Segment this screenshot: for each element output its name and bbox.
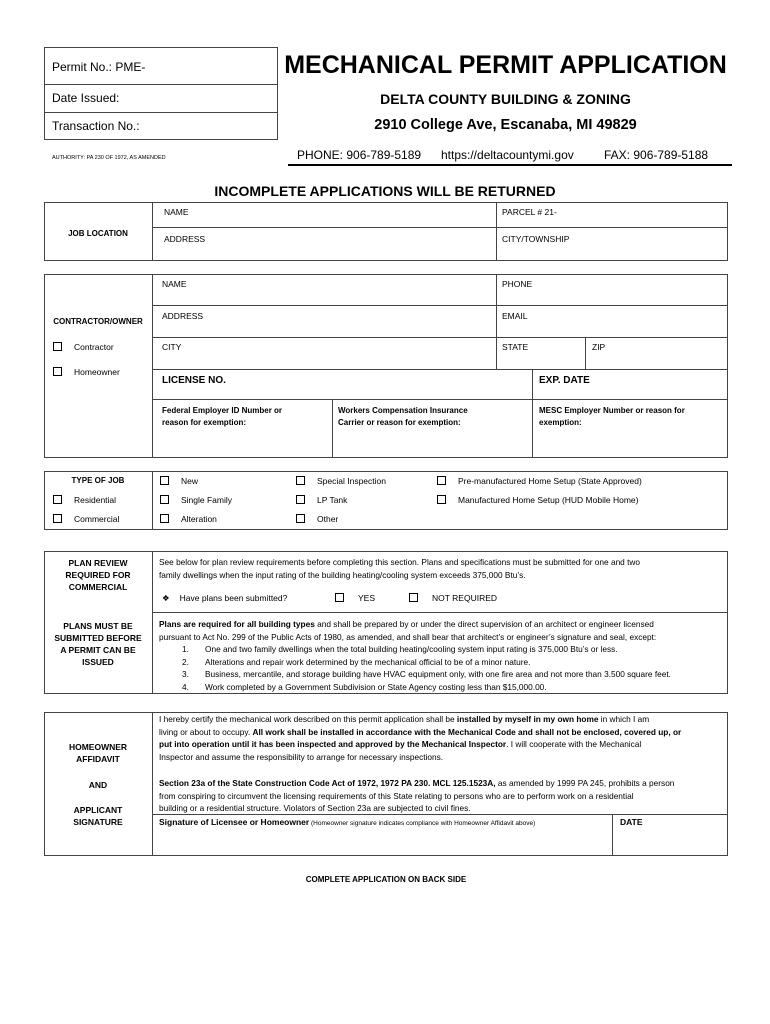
text-bold: Section 23a of the State Construction Code Act of 1972, 1972 PA 230. MCL 125.1523A, (159, 778, 496, 788)
contractor-city-field[interactable]: CITY (162, 342, 182, 352)
text-bold: installed by myself in my own home (456, 714, 599, 724)
divider (496, 274, 497, 369)
and-heading: AND (88, 780, 108, 790)
heading-line: ISSUED (82, 657, 114, 667)
divider (44, 84, 278, 85)
divider (152, 274, 153, 458)
plan-review-heading (44, 557, 152, 593)
checkbox-icon[interactable] (53, 514, 62, 523)
checkbox-icon[interactable] (296, 495, 305, 504)
workers-comp-line2: Carrier or reason for exemption: (338, 418, 461, 427)
website-link[interactable]: https://deltacountymi.gov (441, 148, 574, 162)
permit-no-field[interactable]: Permit No.: PME- (52, 60, 146, 74)
checkbox-icon[interactable] (335, 593, 344, 602)
contractor-option-label: Contractor (74, 342, 114, 352)
signature-field[interactable] (159, 817, 535, 827)
divider (44, 112, 278, 113)
heading-line: HOMEOWNER (68, 742, 128, 752)
list-item (182, 681, 727, 694)
requirement-text: and shall be prepared by or under the direct supervision of an architect or engineer licensed (314, 619, 654, 629)
item-text: Work completed by a Government Subdivision or State Agency costing less than $15,000.00. (205, 681, 547, 692)
fein-label-line2: reason for exemption: (162, 418, 247, 427)
not-required-label: NOT REQUIRED (432, 593, 498, 603)
diamond-bullet-icon: ❖ (162, 593, 170, 603)
divider (532, 369, 533, 458)
item-text: Alterations and repair work determined by the mechanical official to be of a minor nature. (205, 656, 531, 667)
item-number: 3. (182, 669, 189, 679)
section-23a-text (159, 777, 727, 815)
manufactured-label: Manufactured Home Setup (HUD Mobile Home) (458, 495, 639, 505)
homeowner-option-label: Homeowner (74, 367, 120, 377)
text: I hereby certify the mechanical work described on this permit application shall be (159, 714, 457, 724)
job-name-field[interactable]: NAME (164, 207, 189, 217)
department-address: 2910 College Ave, Escanaba, MI 49829 (374, 117, 637, 133)
mesc-line1: MESC Employer Number or reason for (539, 406, 685, 415)
phone-number: PHONE: 906-789-5189 (297, 148, 422, 162)
authority-note: AUTHORITY: PA 230 OF 1972, AS AMENDED (52, 155, 166, 161)
divider (612, 814, 613, 856)
parcel-field[interactable]: PARCEL # 21- (502, 207, 557, 217)
heading-line: A PERMIT CAN BE (60, 645, 136, 655)
single-family-checkbox[interactable] (160, 495, 232, 505)
type-of-job-heading: TYPE OF JOB (71, 476, 125, 485)
checkbox-icon[interactable] (53, 367, 62, 376)
other-checkbox[interactable] (296, 514, 338, 524)
text: as amended by 1999 PA 245, prohibits a person (495, 778, 675, 788)
lp-tank-checkbox[interactable] (296, 495, 347, 505)
divider (152, 712, 153, 856)
job-location-heading: JOB LOCATION (68, 229, 128, 238)
checkbox-icon[interactable] (160, 495, 169, 504)
divider (152, 612, 728, 613)
mesc-line2: exemption: (539, 418, 582, 427)
divider (152, 369, 728, 370)
divider (496, 202, 497, 261)
heading-line: REQUIRED FOR (65, 570, 131, 580)
heading-line: AFFIDAVIT (76, 754, 120, 764)
text: living or about to occupy. (159, 726, 253, 737)
residential-checkbox[interactable] (53, 495, 116, 505)
commercial-checkbox[interactable] (53, 514, 119, 524)
list-item (182, 643, 727, 656)
alteration-checkbox[interactable] (160, 514, 217, 524)
text: from conspiring to circumvent the licensing requirements of this State relating to persons who are to perform work on a residential (159, 790, 634, 801)
homeowner-affidavit-heading (44, 741, 152, 765)
checkbox-icon[interactable] (160, 514, 169, 523)
fein-label-line1: Federal Employer ID Number or (162, 406, 283, 415)
workers-comp-field[interactable] (338, 405, 468, 429)
plans-not-required-checkbox[interactable] (409, 593, 497, 603)
transaction-no-field[interactable]: Transaction No.: (52, 119, 140, 133)
signature-date-field[interactable]: DATE (620, 817, 643, 827)
divider (332, 399, 333, 458)
contractor-zip-field[interactable]: ZIP (592, 342, 606, 352)
manufactured-checkbox[interactable] (437, 495, 638, 505)
department-name: DELTA COUNTY BUILDING & ZONING (380, 91, 631, 107)
premanufactured-checkbox[interactable] (437, 476, 642, 486)
exp-date-field[interactable]: EXP. DATE (539, 375, 590, 386)
signature-note: (Homeowner signature indicates compliance with Homeowner Affidavit above) (309, 820, 536, 827)
divider (152, 399, 728, 400)
intro-line: See below for plan review requirements before completing this section. Plans and specifications must be submitted for one and two (159, 557, 641, 567)
job-address-field[interactable]: ADDRESS (164, 234, 206, 244)
heading-line: APPLICANT (73, 805, 123, 815)
city-township-field[interactable]: CITY/TOWNSHIP (502, 234, 570, 244)
special-inspection-checkbox[interactable] (296, 476, 386, 486)
header-rule (288, 164, 732, 166)
checkbox-icon[interactable] (296, 514, 305, 523)
alteration-label: Alteration (181, 514, 217, 524)
text: in which I am (598, 714, 650, 724)
date-issued-field[interactable]: Date Issued: (52, 91, 120, 105)
text: Inspector and assume the responsibility to arrange for necessary inspections. (159, 751, 444, 762)
contractor-phone-field[interactable]: PHONE (502, 279, 533, 289)
checkbox-icon[interactable] (437, 476, 446, 485)
checkbox-icon[interactable] (437, 495, 446, 504)
heading-line: SIGNATURE (73, 817, 123, 827)
question-label: Have plans been submitted? (179, 593, 288, 603)
item-text: One and two family dwellings when the total building heating/cooling system input rating is 375,000 Btu’s or less. (205, 644, 618, 654)
heading-line: SUBMITTED BEFORE (54, 633, 142, 643)
applicant-signature-heading (44, 804, 152, 828)
homeowner-checkbox[interactable] (53, 367, 120, 377)
divider (152, 551, 153, 694)
divider (152, 227, 728, 228)
contractor-email-field[interactable]: EMAIL (502, 311, 528, 321)
signature-label: Signature of Licensee or Homeowner (159, 817, 310, 827)
plan-review-intro (159, 556, 725, 581)
requirement-line: pursuant to Act No. 299 of the Public Acts of 1980, as amended, and shall bear that architect’s or engineer’s signature and seal, except: (159, 631, 657, 642)
contractor-name-field[interactable]: NAME (162, 279, 187, 289)
contractor-section (44, 274, 728, 458)
mesc-field[interactable] (539, 405, 685, 429)
plans-yes-checkbox[interactable] (335, 593, 375, 603)
list-item (182, 656, 727, 669)
back-side-note: COMPLETE APPLICATION ON BACK SIDE (305, 875, 467, 884)
intro-line: family dwellings when the input rating of the building heating/cooling system exceeds 375,000 Btu’s. (159, 569, 526, 580)
checkbox-icon[interactable] (296, 476, 305, 485)
plans-requirement-text (159, 618, 725, 643)
new-label: New (181, 476, 199, 486)
heading-line: PLAN REVIEW (68, 558, 128, 568)
text: . I will cooperate with the Mechanical (506, 739, 642, 749)
plans-submitted-question (162, 593, 287, 604)
special-inspection-label: Special Inspection (317, 476, 386, 486)
text-bold: All work shall be installed in accordance with the Mechanical Code and shall not be enclosed, covered up, or (252, 726, 682, 737)
workers-comp-line1: Workers Compensation Insurance (338, 406, 468, 415)
contractor-state-field[interactable]: STATE (502, 342, 529, 352)
text-bold: put into operation until it has been inspected and approved by the Mechanical Inspector (159, 739, 507, 749)
incomplete-warning: INCOMPLETE APPLICATIONS WILL BE RETURNED (214, 183, 556, 199)
list-item (182, 668, 727, 681)
checkbox-icon[interactable] (160, 476, 169, 485)
item-text: Business, mercantile, and storage building have HVAC equipment only, with one fire area and not more than 3.500 square feet. (205, 669, 671, 679)
fein-field[interactable] (162, 405, 282, 429)
divider (152, 471, 153, 530)
item-number: 2. (182, 656, 189, 667)
heading-line: PLANS MUST BE (63, 621, 133, 631)
exception-list (182, 643, 727, 693)
commercial-label: Commercial (74, 514, 120, 524)
plans-must-be-submitted-heading (44, 620, 152, 668)
checkbox-icon[interactable] (53, 495, 62, 504)
contractor-heading: CONTRACTOR/OWNER (53, 317, 143, 326)
lp-tank-label: LP Tank (317, 495, 348, 505)
divider (152, 202, 153, 261)
requirement-bold: Plans are required for all building types (159, 619, 315, 629)
yes-label: YES (358, 593, 376, 603)
premanufactured-label: Pre-manufactured Home Setup (State Approved) (458, 476, 642, 486)
other-label: Other (317, 514, 339, 524)
text: building or a residential structure. Violators of Section 23a are subjected to civil fines. (159, 803, 471, 813)
affidavit-certification (159, 713, 727, 763)
item-number: 4. (182, 681, 189, 692)
divider (152, 305, 728, 306)
residential-label: Residential (74, 495, 117, 505)
new-checkbox[interactable] (160, 476, 198, 486)
single-family-label: Single Family (181, 495, 233, 505)
contractor-checkbox[interactable] (53, 342, 114, 352)
item-number: 1. (182, 644, 189, 654)
license-no-field[interactable]: LICENSE NO. (162, 375, 226, 386)
checkbox-icon[interactable] (409, 593, 418, 602)
divider (152, 337, 728, 338)
contractor-address-field[interactable]: ADDRESS (162, 311, 204, 321)
divider (585, 337, 586, 369)
fax-number: FAX: 906-789-5188 (604, 148, 709, 162)
heading-line: COMMERCIAL (68, 582, 128, 592)
page-title: MECHANICAL PERMIT APPLICATION (284, 51, 727, 79)
checkbox-icon[interactable] (53, 342, 62, 351)
